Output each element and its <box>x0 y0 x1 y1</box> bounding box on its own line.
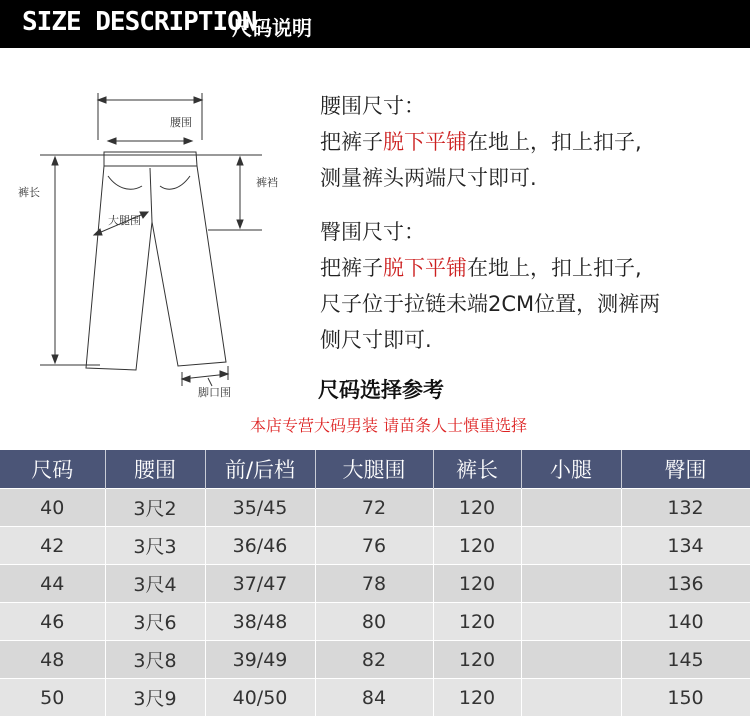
cell-size: 44 <box>0 565 105 603</box>
table-row <box>0 641 750 679</box>
length-label: 裤长 <box>18 186 40 199</box>
size-reference-title: 尺码选择参考 <box>318 378 444 402</box>
waist-label: 腰围 <box>170 116 192 129</box>
cell-thigh: 78 <box>315 565 433 603</box>
cell-thigh: 82 <box>315 641 433 679</box>
cell-rise: 35/45 <box>205 489 315 527</box>
col-header-size: 尺码 <box>0 450 105 489</box>
cell-hip: 132 <box>621 489 750 527</box>
hip-description <box>320 214 660 358</box>
cell-length: 120 <box>433 679 521 717</box>
table-row <box>0 679 750 717</box>
cell-hip: 145 <box>621 641 750 679</box>
rise-label: 裤裆 <box>256 176 278 189</box>
cell-length: 120 <box>433 641 521 679</box>
cell-hip: 136 <box>621 565 750 603</box>
col-header-rise: 前/后档 <box>205 450 315 489</box>
cell-rise: 37/47 <box>205 565 315 603</box>
hip-desc-line2: 尺子位于拉链未端2CM位置，测裤两 <box>320 292 661 316</box>
waist-desc-line1 <box>320 124 642 160</box>
col-header-hip: 臀围 <box>621 450 750 489</box>
cell-thigh: 84 <box>315 679 433 717</box>
cell-calf <box>521 527 621 565</box>
col-header-thigh: 大腿围 <box>315 450 433 489</box>
cell-thigh: 80 <box>315 603 433 641</box>
cell-calf <box>521 489 621 527</box>
table-row <box>0 527 750 565</box>
page-header <box>0 0 750 48</box>
cell-calf <box>521 679 621 717</box>
waist-description <box>320 88 642 196</box>
cell-size: 46 <box>0 603 105 641</box>
cell-size: 40 <box>0 489 105 527</box>
hem-label: 脚口围 <box>198 386 231 399</box>
cell-calf <box>521 565 621 603</box>
cell-rise: 39/49 <box>205 641 315 679</box>
hip-desc-line1-b: 在地上，扣上扣子, <box>467 256 642 280</box>
cell-length: 120 <box>433 565 521 603</box>
pants-diagram <box>0 60 310 420</box>
cell-hip: 140 <box>621 603 750 641</box>
hip-desc-line1-a: 把裤子 <box>320 256 383 280</box>
cell-waist: 3尺2 <box>105 489 205 527</box>
cell-rise: 36/46 <box>205 527 315 565</box>
col-header-length: 裤长 <box>433 450 521 489</box>
cell-size: 42 <box>0 527 105 565</box>
cell-waist: 3尺8 <box>105 641 205 679</box>
table-row <box>0 489 750 527</box>
cell-calf <box>521 641 621 679</box>
cell-waist: 3尺6 <box>105 603 205 641</box>
col-header-calf: 小腿 <box>521 450 621 489</box>
waist-desc-line2: 测量裤头两端尺寸即可. <box>320 166 537 190</box>
cell-hip: 134 <box>621 527 750 565</box>
table-header-row <box>0 450 750 489</box>
cell-rise: 38/48 <box>205 603 315 641</box>
thigh-label: 大腿围 <box>108 214 141 227</box>
hip-desc-title: 臀围尺寸： <box>320 220 425 244</box>
hip-desc-line3: 侧尺寸即可. <box>320 328 432 352</box>
cell-length: 120 <box>433 527 521 565</box>
size-notice: 本店专营大码男装 请苗条人士慎重选择 <box>250 416 528 435</box>
cell-hip: 150 <box>621 679 750 717</box>
waist-desc-line1-b: 在地上，扣上扣子, <box>467 130 642 154</box>
cell-size: 50 <box>0 679 105 717</box>
cell-rise: 40/50 <box>205 679 315 717</box>
waist-desc-title: 腰围尺寸： <box>320 94 425 118</box>
cell-thigh: 76 <box>315 527 433 565</box>
hip-desc-line1 <box>320 250 660 286</box>
col-header-waist: 腰围 <box>105 450 205 489</box>
table-row <box>0 603 750 641</box>
cell-waist: 3尺4 <box>105 565 205 603</box>
cell-waist: 3尺3 <box>105 527 205 565</box>
cell-length: 120 <box>433 489 521 527</box>
waist-desc-line1-a: 把裤子 <box>320 130 383 154</box>
cell-size: 48 <box>0 641 105 679</box>
cell-calf <box>521 603 621 641</box>
cell-waist: 3尺9 <box>105 679 205 717</box>
hip-desc-highlight: 脱下平铺 <box>383 256 467 280</box>
title-cn: 尺码说明 <box>232 16 312 40</box>
table-row <box>0 565 750 603</box>
cell-thigh: 72 <box>315 489 433 527</box>
cell-length: 120 <box>433 603 521 641</box>
waist-desc-highlight: 脱下平铺 <box>383 130 467 154</box>
size-table <box>0 450 750 716</box>
title-en: SIZE DESCRIPTION <box>22 7 257 37</box>
